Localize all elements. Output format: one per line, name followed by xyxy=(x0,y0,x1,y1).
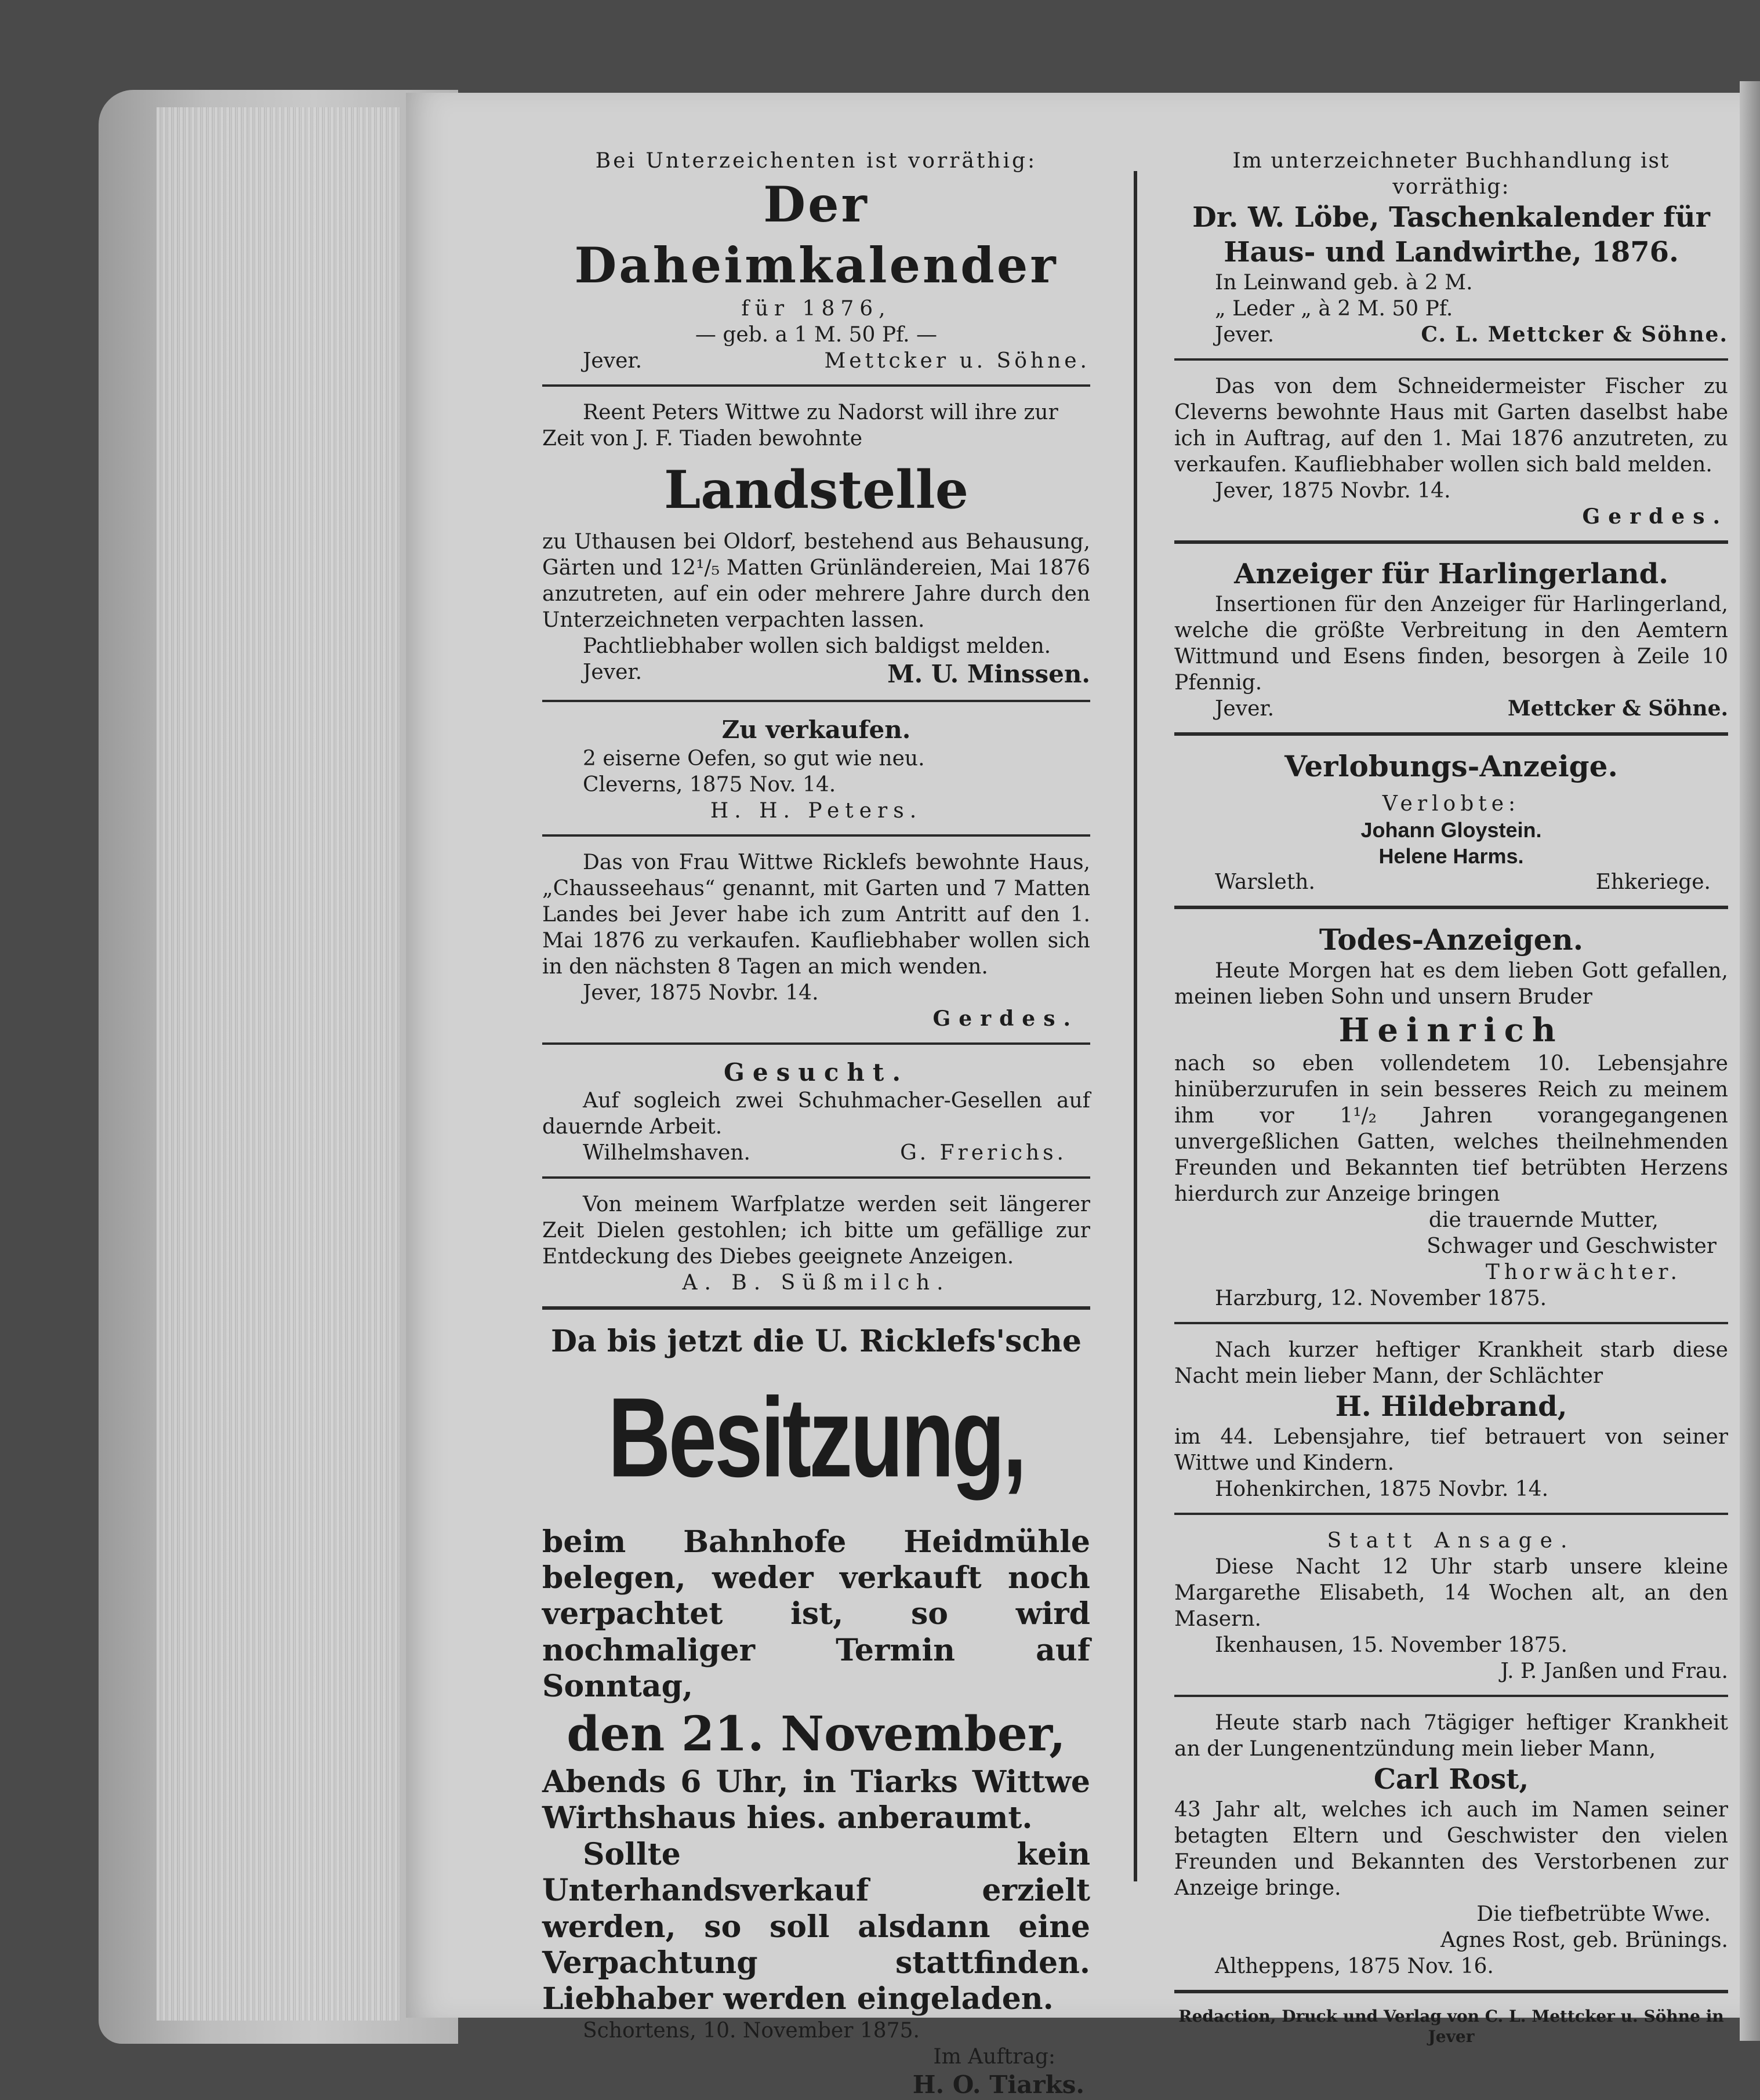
ad-widow: Die tiefbetrübte Wwe. xyxy=(1476,1902,1711,1926)
ad-mandate: Im Auftrag: xyxy=(933,2044,1055,2069)
ad-mourners: die trauernde Mutter, xyxy=(1428,1208,1659,1232)
divider xyxy=(1174,358,1728,361)
ad-body: Das von Frau Wittwe Ricklefs bewohnte Haus, „Chausseehaus“ genannt, mit Garten und 7 Matten Landes bei Jever habe ich zum Antritt auf den 1. Mai 1876 zu verkaufen. Kaufliebhaber wollen sich in den nächsten 8 Tagen an mich wenden. xyxy=(542,850,1090,979)
ad-mourners: Thorwächter. xyxy=(1485,1260,1682,1284)
divider xyxy=(1174,732,1728,736)
ad-title: Landstelle xyxy=(663,459,969,521)
ad-place-date: Altheppens, 1875 Nov. 16. xyxy=(1215,1954,1494,1978)
ad-body: 43 Jahr alt, welches ich auch im Namen seiner betagten Eltern und Geschwister den vielen Freunden und Bekannten des Verstorbenen zur Anzeige bringe. xyxy=(1174,1798,1728,1900)
ad-body: Das von dem Schneidermeister Fischer zu Cleverns bewohnte Haus mit Garten daselbst habe ich in Auftrag, auf den 1. Mai 1876 anzutreten, zu verkaufen. Kaufliebhaber wollen sich bald melden. xyxy=(1174,375,1728,477)
ad-intro: Da bis jetzt die U. Ricklefs'sche xyxy=(551,1324,1082,1359)
ad-signer: J. P. Janßen und Frau. xyxy=(1500,1659,1728,1683)
ad-title: Besitzung, xyxy=(608,1374,1025,1500)
ad-title: Zu verkaufen. xyxy=(721,715,911,744)
ad-year: für 1876, xyxy=(741,297,891,321)
ad-signer: Gerdes. xyxy=(1582,504,1728,529)
ad-body: Heute starb nach 7tägiger heftiger Krankheit an der Lungenentzündung mein lieber Mann, xyxy=(1174,1711,1728,1761)
ad-harlingerland xyxy=(1174,557,1728,722)
ad-body: beim Bahnhofe Heidmühle belegen, weder verkauft noch verpachtet ist, so wird nochmaliger Termin auf Sonntag, xyxy=(542,1524,1090,1705)
imprint: Redaction, Druck und Verlag von C. L. Mettcker u. Söhne in Jever xyxy=(1178,2007,1724,2046)
ad-signer: M. U. Minssen. xyxy=(887,659,1090,688)
book-right-edge xyxy=(1740,81,1760,2041)
ad-place-date: Jever, 1875 Novbr. 14. xyxy=(583,980,819,1005)
ad-firm: C. L. Mettcker & Söhne. xyxy=(1421,322,1728,347)
ad-price: — geb. a 1 M. 50 Pf. — xyxy=(695,323,938,347)
ad-body: Diese Nacht 12 Uhr starb unsere kleine Margarethe Elisabeth, 14 Wochen alt, an den Masern. xyxy=(1174,1555,1728,1631)
ad-signer: Agnes Rost, geb. Brünings. xyxy=(1440,1928,1728,1952)
ad-date: den 21. November, xyxy=(567,1706,1066,1763)
divider xyxy=(1174,1990,1728,1993)
ad-name: Carl Rost, xyxy=(1373,1763,1529,1796)
ad-intro: Im unterzeichneter Buchhandlung ist vorräthig: xyxy=(1232,149,1670,199)
ad-gesucht xyxy=(542,1058,1090,1167)
left-column xyxy=(542,148,1090,2100)
ad-place-date: Hohenkirchen, 1875 Novbr. 14. xyxy=(1215,1477,1549,1501)
divider xyxy=(542,1176,1090,1179)
ad-body: Abends 6 Uhr, in Tiarks Wittwe Wirthshaus hies. anberaumt. xyxy=(542,1764,1090,1836)
ad-body: im 44. Lebensjahre, tief betrauert von seiner Wittwe und Kindern. xyxy=(1174,1425,1728,1475)
ad-landstelle xyxy=(542,399,1090,689)
ad-signer: H. O. Tiarks. xyxy=(912,2070,1084,2099)
ad-label: Verlobte: xyxy=(1382,791,1521,816)
divider xyxy=(1174,1322,1728,1324)
ad-statt-ansage xyxy=(1174,1528,1728,1684)
ad-place-date: Jever, 1875 Novbr. 14. xyxy=(1215,479,1451,503)
ad-rost xyxy=(1174,1710,1728,1979)
ad-place: Jever. xyxy=(1215,323,1275,347)
ad-signer: G. Frerichs. xyxy=(900,1141,1067,1165)
ad-title: Dr. W. Löbe, Taschenkalender für xyxy=(1192,201,1710,234)
ad-title: Gesucht. xyxy=(724,1058,909,1087)
ad-place: Warsleth. xyxy=(1215,870,1315,894)
ad-title: Todes-Anzeigen. xyxy=(1319,922,1584,957)
ad-note: Pachtliebhaber wollen sich baldigst melden. xyxy=(583,634,1051,658)
ad-title: Verlobungs-Anzeige. xyxy=(1284,749,1618,783)
ad-firm: Mettcker & Söhne. xyxy=(1507,696,1728,721)
ad-title: Statt Ansage. xyxy=(1327,1529,1576,1553)
ad-name: H. Hildebrand, xyxy=(1335,1390,1567,1423)
divider xyxy=(542,1306,1090,1310)
ad-title: Der Daheimkalender xyxy=(574,176,1058,294)
ad-price: In Leinwand geb. à 2 M. xyxy=(1215,271,1473,295)
ad-body: zu Uthausen bei Oldorf, bestehend aus Behausung, Gärten und 12¹/₅ Matten Grünländereien, Mai 1876 anzutreten, auf ein oder mehrere Jahre durch den Unterzeichneten verpachten lassen. xyxy=(542,529,1090,632)
divider xyxy=(1174,1513,1728,1515)
ad-mourners: Schwager und Geschwister xyxy=(1427,1234,1717,1258)
divider xyxy=(542,1042,1090,1045)
ad-intro: Reent Peters Wittwe zu Nadorst will ihre zur Zeit von J. F. Tiaden bewohnte xyxy=(542,401,1058,450)
ad-body: Sollte kein Unterhandsverkauf erzielt werden, so soll alsdann eine Verpachtung stattfinden. Liebhaber werden eingeladen. xyxy=(542,1836,1090,2017)
ad-name: Heinrich xyxy=(1338,1011,1564,1049)
divider xyxy=(1174,540,1728,544)
ad-place-date: Schortens, 10. November 1875. xyxy=(583,2018,920,2043)
ad-body: Insertionen für den Anzeiger für Harlingerland, welche die größte Verbreitung in den Aemtern Wittmund und Esens finden, besorgen à Zeile 10 Pfennig. xyxy=(1174,593,1728,695)
ad-body: Von meinem Warfplatze werden seit längerer Zeit Dielen gestohlen; ich bitte um gefällige zur Entdeckung des Diebes geeignete Anzeigen. xyxy=(542,1193,1090,1269)
ad-verlobung xyxy=(1174,749,1728,895)
ad-name: Johann Gloystein. xyxy=(1360,818,1542,842)
ad-besitzung xyxy=(542,1323,1090,2100)
ad-place-date: Ikenhausen, 15. November 1875. xyxy=(1215,1633,1567,1657)
ad-place: Jever. xyxy=(1215,697,1275,721)
divider xyxy=(542,834,1090,837)
ad-place: Ehkeriege. xyxy=(1595,870,1711,894)
ad-place-date: Harzburg, 12. November 1875. xyxy=(1215,1287,1547,1310)
divider xyxy=(542,700,1090,702)
ad-place-date: Cleverns, 1875 Nov. 14. xyxy=(583,772,836,797)
ad-title: Haus- und Landwirthe, 1876. xyxy=(1224,236,1679,268)
ad-body: nach so eben vollendetem 10. Lebensjahre hinüberzurufen in sein besseres Reich zu meinem ihm vor 1¹/₂ Jahren vorangegangenen unvergeßlichen Gatten, welches theilnehmenden Freunden und Bekannten tief betrübten Herzens hierdurch zur Anzeige bringen xyxy=(1174,1052,1728,1206)
ad-zu-verkaufen xyxy=(542,715,1090,824)
ad-place: Jever. xyxy=(583,349,643,373)
ad-place: Wilhelmshaven. xyxy=(583,1141,750,1165)
ad-body: 2 eiserne Oefen, so gut wie neu. xyxy=(583,746,925,771)
ad-place: Jever. xyxy=(583,660,643,684)
ad-price: „ Leder „ à 2 M. 50 Pf. xyxy=(1215,297,1453,321)
ad-name: Helene Harms. xyxy=(1378,844,1524,868)
ad-body: Nach kurzer heftiger Krankheit starb diese Nacht mein lieber Mann, der Schlächter xyxy=(1174,1338,1728,1388)
ad-signer: H. H. Peters. xyxy=(710,798,923,823)
right-column xyxy=(1174,148,1728,2047)
ad-firm: Mettcker u. Söhne. xyxy=(824,349,1090,373)
ad-fischer xyxy=(1174,373,1728,530)
divider xyxy=(1174,1695,1728,1697)
ad-title: Anzeiger für Harlingerland. xyxy=(1234,558,1668,590)
divider xyxy=(1174,906,1728,909)
ad-loebe xyxy=(1174,148,1728,348)
ad-daheimkalender xyxy=(542,148,1090,374)
ad-haus xyxy=(542,849,1090,1032)
ad-signer: Gerdes. xyxy=(932,1006,1079,1031)
divider xyxy=(542,384,1090,387)
ad-todes xyxy=(1174,922,1728,1312)
ad-intro: Bei Unterzeichenten ist vorräthig: xyxy=(595,149,1037,173)
ad-signer: A. B. Süßmilch. xyxy=(682,1271,950,1295)
ad-body: Auf sogleich zwei Schuhmacher-Gesellen auf dauernde Arbeit. xyxy=(542,1089,1090,1139)
ad-hildebrand xyxy=(1174,1337,1728,1502)
ad-dielen xyxy=(542,1191,1090,1296)
page-edges xyxy=(157,107,400,2021)
ad-body: Heute Morgen hat es dem lieben Gott gefallen, meinen lieben Sohn und unsern Bruder xyxy=(1174,959,1728,1009)
column-divider xyxy=(1134,171,1137,1881)
